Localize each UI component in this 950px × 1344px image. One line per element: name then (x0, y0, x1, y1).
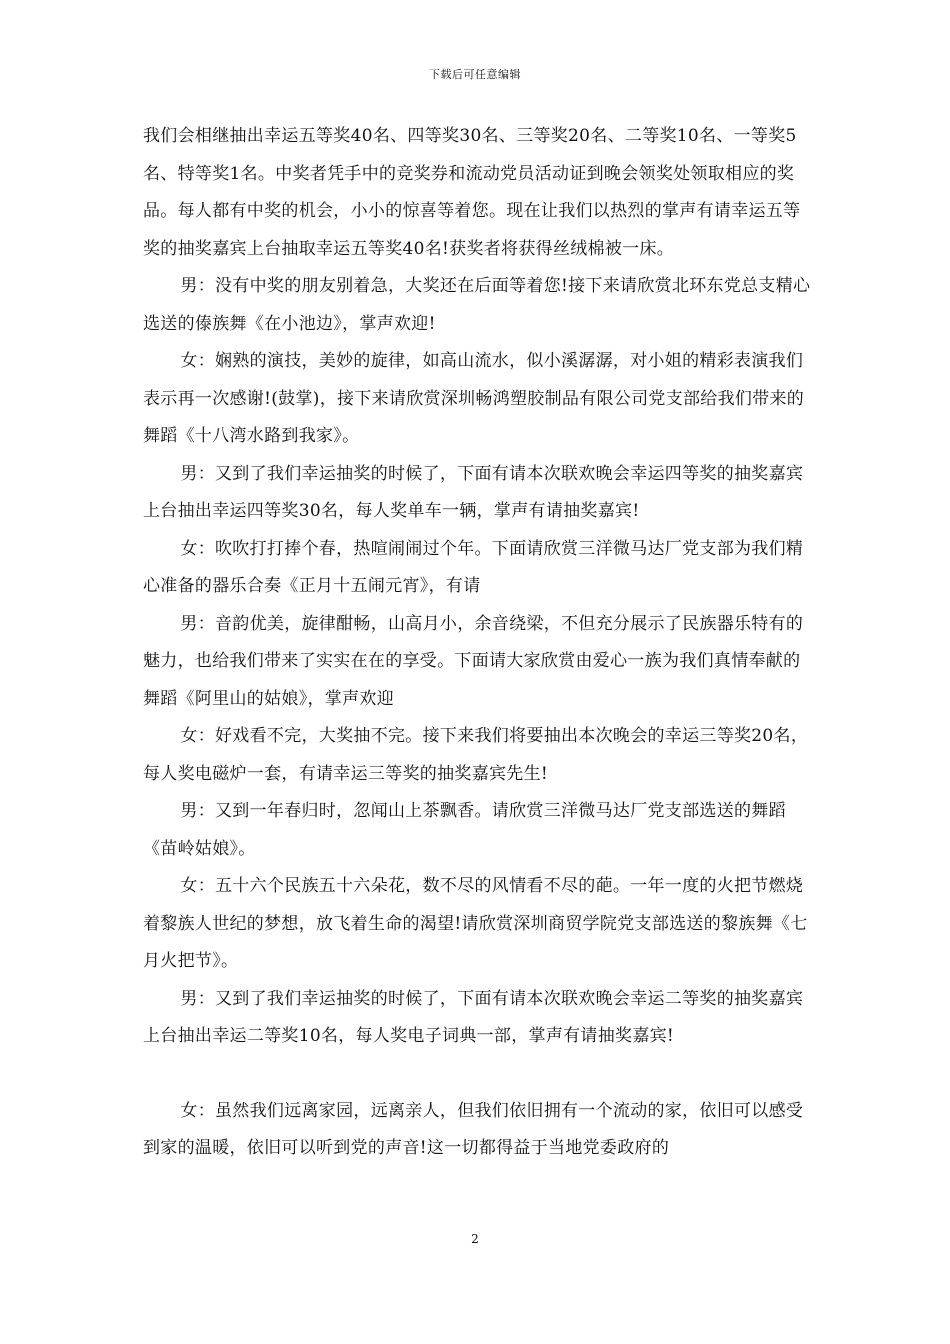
paragraph-spacer (143, 1056, 813, 1093)
paragraph-1: 我们会相继抽出幸运五等奖40名、四等奖30名、三等奖20名、二等奖10名、一等奖5名、特等奖1名。中奖者凭手中的竞奖券和流动党员活动证到晚会领奖处领取相应的奖品。每人都有中奖的机会，小小的惊喜等着您。现在让我们以热烈的掌声有请幸运五等奖的抽奖嘉宾上台抽取幸运五等奖40名!获奖者将获得丝绒棉被一床。 (143, 126, 801, 259)
document-body (143, 118, 813, 1168)
paragraph-8: 男：又到一年春归时，忽闻山上茶飘香。请欣赏三洋微马达厂党支部选送的舞蹈《苗岭姑娘》。 (143, 801, 786, 859)
paragraph-5: 女：吹吹打打捧个春，热喧闹闹过个年。下面请欣赏三洋微马达厂党支部为我们精心准备的器乐合奏《正月十五闹元宵》，有请 (143, 538, 804, 596)
paragraph-7: 女：好戏看不完，大奖抽不完。接下来我们将要抽出本次晚会的幸运三等奖20名，每人奖电磁炉一套，有请幸运三等奖的抽奖嘉宾先生! (143, 726, 809, 784)
paragraph-6: 男：音韵优美，旋律酣畅，山高月小，余音绕梁，不但充分展示了民族器乐特有的魅力，也给我们带来了实实在在的享受。下面请大家欣赏由爱心一族为我们真情奉献的舞蹈《阿里山的姑娘》，掌声欢迎 (143, 613, 804, 709)
paragraph-4: 男：又到了我们幸运抽奖的时候了，下面有请本次联欢晚会幸运四等奖的抽奖嘉宾上台抽出幸运四等奖30名，每人奖单车一辆，掌声有请抽奖嘉宾! (143, 463, 804, 521)
paragraph-9: 女：五十六个民族五十六朵花，数不尽的风情看不尽的葩。一年一度的火把节燃烧着黎族人世纪的梦想，放飞着生命的渴望!请欣赏深圳商贸学院党支部选送的黎族舞《七月火把节》。 (143, 876, 808, 971)
page-header: 下载后可任意编辑 (429, 68, 521, 81)
paragraph-10: 男：又到了我们幸运抽奖的时候了，下面有请本次联欢晚会幸运二等奖的抽奖嘉宾上台抽出幸运二等奖10名，每人奖电子词典一部，掌声有请抽奖嘉宾! (143, 988, 804, 1046)
paragraph-11: 女：虽然我们远离家园，远离亲人，但我们依旧拥有一个流动的家，依旧可以感受到家的温暖，依旧可以听到党的声音!这一切都得益于当地党委政府的 (143, 1100, 804, 1158)
paragraph-2: 男：没有中奖的朋友别着急，大奖还在后面等着您!接下来请欣赏北环东党总支精心选送的傣族舞《在小池边》，掌声欢迎! (143, 276, 811, 334)
paragraph-3: 女：娴熟的演技，美妙的旋律，如高山流水，似小溪潺潺，对小姐的精彩表演我们表示再一次感谢!(鼓掌)，接下来请欣赏深圳畅鸿塑胶制品有限公司党支部给我们带来的舞蹈《十八湾水路到我家》。 (143, 351, 805, 446)
page-number: 2 (471, 1232, 479, 1246)
